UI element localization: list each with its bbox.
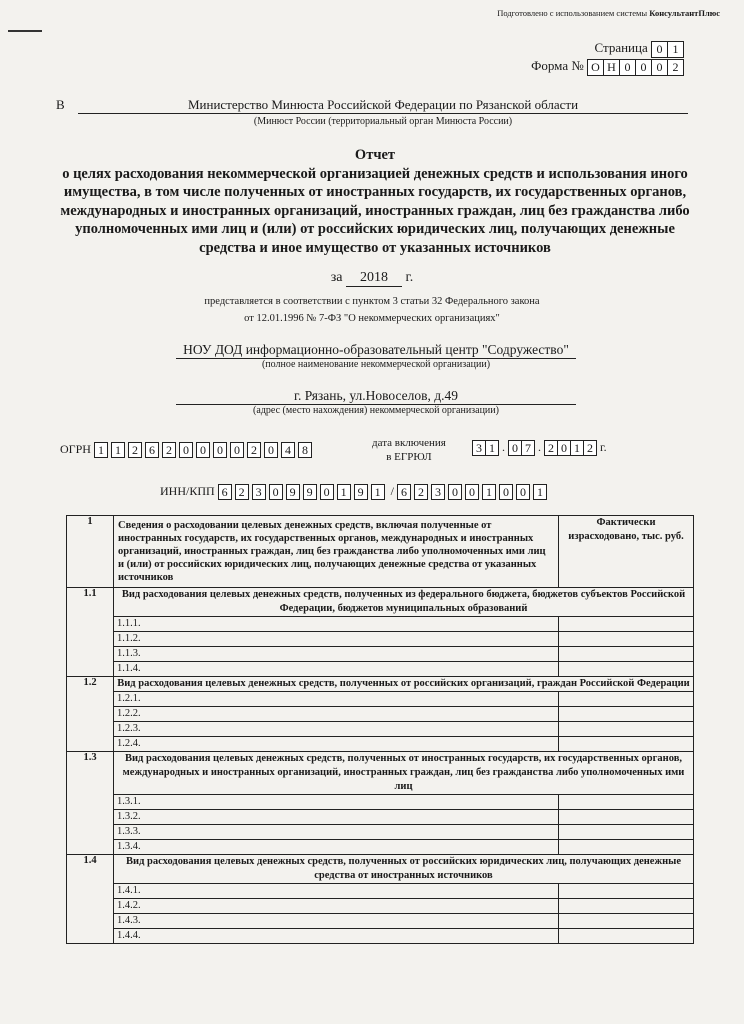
form-digit: 0: [619, 59, 635, 76]
form-label: Форма №: [531, 58, 584, 73]
inn-digit: 1: [337, 484, 351, 500]
table-row: [67, 632, 694, 647]
date-digit: 3: [472, 440, 485, 456]
amount-cell[interactable]: [559, 647, 694, 662]
ogrn-row: [60, 442, 315, 458]
inn-digit: 9: [354, 484, 368, 500]
table-row: [67, 617, 694, 632]
row-code: 1.4.4.: [114, 929, 559, 944]
date-separator: .: [538, 440, 541, 454]
group-number: 1.4: [67, 855, 114, 944]
kpp-digit: 6: [397, 484, 411, 500]
group-heading: Вид расходования целевых денежных средств, полученных от российских юридических лиц, получающих денежные средства от иностранных источников: [114, 855, 694, 884]
table-row: [67, 810, 694, 825]
kpp-cells: [397, 484, 550, 500]
row-code: 1.3.2.: [114, 810, 559, 825]
egrul-date-row: [472, 440, 607, 456]
ogrn-digit: 2: [247, 442, 261, 458]
org-address-caption: (адрес (место нахождения) некоммерческой организации): [253, 405, 499, 416]
row-code: 1.4.1.: [114, 884, 559, 899]
ministry-prefix: В: [56, 97, 65, 112]
group-header-row: [67, 588, 694, 617]
page-digit: 1: [667, 41, 684, 58]
inn-kpp-row: [160, 484, 550, 500]
ogrn-digit: 2: [128, 442, 142, 458]
row-code: 1.1.1.: [114, 617, 559, 632]
page-label: Страница: [594, 40, 648, 55]
title-body: о целях расходования некоммерческой организацией денежных средств и использования иного имущества, в том числе полученных от иностранных государств, их государственных органов, международных и иностранных организаций, иностранных граждан, лиц без гражданства либо уполномоченных ими лиц и (или) от российских юридических лиц, получающих денежные средства и иное имущество от указанных источников: [60, 165, 690, 256]
form-digit: 0: [651, 59, 667, 76]
amount-cell[interactable]: [559, 662, 694, 677]
inn-cells: [218, 484, 388, 500]
prepared-note: [497, 8, 720, 18]
egrul-label: [372, 436, 446, 464]
report-year: 2018: [346, 270, 402, 287]
inn-digit: 9: [303, 484, 317, 500]
year-prefix: за: [330, 270, 343, 285]
table-row: [67, 795, 694, 810]
egrul-label-line2: в ЕГРЮЛ: [386, 451, 432, 463]
group-number: 1.2: [67, 677, 114, 752]
basis-line-2: от 12.01.1996 № 7-ФЗ "О некоммерческих организациях": [244, 313, 500, 324]
inn-digit: 6: [218, 484, 232, 500]
table-row: [67, 929, 694, 944]
egrul-year: [544, 440, 597, 456]
ogrn-digit: 0: [213, 442, 227, 458]
form-digit: 2: [667, 59, 684, 76]
table-row: [67, 707, 694, 722]
ogrn-digit: 8: [298, 442, 312, 458]
group-header-row: [67, 752, 694, 795]
ogrn-label: ОГРН: [60, 442, 91, 456]
amount-cell[interactable]: [559, 840, 694, 855]
kpp-digit: 1: [533, 484, 547, 500]
ogrn-digit: 0: [230, 442, 244, 458]
group-header-row: [67, 855, 694, 884]
row-code: 1.3.4.: [114, 840, 559, 855]
date-digit: 0: [508, 440, 521, 456]
inn-digit: 0: [320, 484, 334, 500]
inn-digit: 3: [252, 484, 266, 500]
kpp-digit: 3: [431, 484, 445, 500]
kpp-digit: 0: [448, 484, 462, 500]
ogrn-digit: 0: [264, 442, 278, 458]
date-suffix: г.: [600, 440, 607, 454]
amount-cell[interactable]: [559, 795, 694, 810]
date-digit: 1: [485, 440, 499, 456]
ogrn-digit: 0: [196, 442, 210, 458]
egrul-day: [472, 440, 499, 456]
egrul-label-line1: дата включения: [372, 437, 446, 449]
form-digit: 0: [635, 59, 651, 76]
date-separator: .: [502, 440, 505, 454]
kpp-digit: 0: [516, 484, 530, 500]
row-code: 1.2.4.: [114, 737, 559, 752]
form-digit: Н: [603, 59, 619, 76]
ogrn-digit: 4: [281, 442, 295, 458]
date-digit: 2: [544, 440, 557, 456]
corner-mark: [8, 30, 42, 32]
form-digit: О: [587, 59, 603, 76]
form-cells: [587, 59, 684, 76]
org-name-caption: (полное наименование некоммерческой организации): [261, 359, 491, 370]
amount-cell[interactable]: [559, 617, 694, 632]
ogrn-digit: 0: [179, 442, 193, 458]
group-heading: Вид расходования целевых денежных средств, полученных из федерального бюджета, бюджетов субъектов Российской Федерации, бюджетов муниципальных образований: [114, 588, 694, 617]
org-address: г. Рязань, ул.Новоселов, д.49: [176, 388, 576, 405]
group-number: 1.3: [67, 752, 114, 855]
row-code: 1.2.2.: [114, 707, 559, 722]
year-suffix: г.: [405, 270, 414, 285]
egrul-month: [508, 440, 535, 456]
ogrn-digit: 2: [162, 442, 176, 458]
title-heading: Отчет: [354, 147, 396, 163]
ogrn-cells: [94, 442, 315, 458]
prepared-prefix: Подготовлено с использованием системы: [497, 8, 648, 18]
amount-cell[interactable]: [559, 632, 694, 647]
amount-cell[interactable]: [559, 722, 694, 737]
date-digit: 1: [570, 440, 583, 456]
table-row: [67, 884, 694, 899]
inn-kpp-label: ИНН/КПП: [160, 484, 215, 498]
row-code: 1.2.1.: [114, 692, 559, 707]
amount-cell[interactable]: [559, 899, 694, 914]
inn-digit: 2: [235, 484, 249, 500]
basis-line-1: представляется в соответствии с пунктом 3 статьи 32 Федерального закона: [204, 296, 540, 307]
amount-cell[interactable]: [559, 707, 694, 722]
table-row: [67, 825, 694, 840]
row-code: 1.3.1.: [114, 795, 559, 810]
ministry-name: Министерство Минюста Российской Федерации по Рязанской области: [78, 97, 688, 114]
row-code: 1.4.2.: [114, 899, 559, 914]
table-row: [67, 692, 694, 707]
inn-kpp-separator: /: [390, 484, 395, 498]
prepared-brand: КонсультантПлюс: [649, 8, 720, 18]
table-row: [67, 899, 694, 914]
table-row: [67, 722, 694, 737]
table-row: [67, 647, 694, 662]
amount-cell[interactable]: [559, 692, 694, 707]
ogrn-digit: 1: [111, 442, 125, 458]
table-row: [67, 737, 694, 752]
ministry-caption: (Минюст России (территориальный орган Минюста России): [253, 116, 513, 127]
kpp-digit: 0: [465, 484, 479, 500]
kpp-digit: 2: [414, 484, 428, 500]
row-code: 1.4.3.: [114, 914, 559, 929]
group-heading: Вид расходования целевых денежных средств, полученных от российских организаций, граждан Российской Федерации: [114, 677, 694, 692]
row-code: 1.2.3.: [114, 722, 559, 737]
org-name: НОУ ДОД информационно-образовательный центр "Содружество": [176, 342, 576, 359]
amount-cell[interactable]: [559, 737, 694, 752]
amount-cell[interactable]: [559, 929, 694, 944]
amount-header: Фактически израсходовано, тыс. руб.: [559, 516, 694, 588]
page-cells: [651, 41, 684, 58]
report-title: [60, 146, 690, 257]
ogrn-digit: 6: [145, 442, 159, 458]
table-row: [67, 914, 694, 929]
amount-cell[interactable]: [559, 884, 694, 899]
kpp-digit: 0: [499, 484, 513, 500]
section-number: 1: [67, 516, 114, 588]
report-year-row: [0, 270, 744, 287]
section-header-row: [67, 516, 694, 588]
date-digit: 7: [521, 440, 535, 456]
expenditure-table: [66, 515, 694, 944]
amount-cell[interactable]: [559, 825, 694, 840]
inn-digit: 0: [269, 484, 283, 500]
amount-cell[interactable]: [559, 914, 694, 929]
amount-cell[interactable]: [559, 810, 694, 825]
row-code: 1.3.3.: [114, 825, 559, 840]
row-code: 1.1.4.: [114, 662, 559, 677]
group-number: 1.1: [67, 588, 114, 677]
row-code: 1.1.2.: [114, 632, 559, 647]
table-row: [67, 840, 694, 855]
date-digit: 2: [583, 440, 597, 456]
date-digit: 0: [557, 440, 570, 456]
form-number-row: [531, 58, 684, 76]
page-digit: 0: [651, 41, 667, 58]
group-header-row: [67, 677, 694, 692]
group-heading: Вид расходования целевых денежных средств, полученных от иностранных государств, их государственных органов, международных и иностранных организаций, иностранных граждан, лиц без гражданства либо уполномоченных ими лиц: [114, 752, 694, 795]
row-code: 1.1.3.: [114, 647, 559, 662]
inn-digit: 9: [286, 484, 300, 500]
page-number-row: [594, 40, 684, 58]
section-description: Сведения о расходовании целевых денежных средств, включая полученные от иностранных государств, их государственных органов, международных и иностранных организаций, иностранных граждан, лиц без гражданства либо уполномоченных ими лиц и (или) от российских юридических лиц, получающих денежные средства от указанных источников: [114, 516, 559, 588]
ogrn-digit: 1: [94, 442, 108, 458]
kpp-digit: 1: [482, 484, 496, 500]
inn-digit: 1: [371, 484, 385, 500]
table-row: [67, 662, 694, 677]
